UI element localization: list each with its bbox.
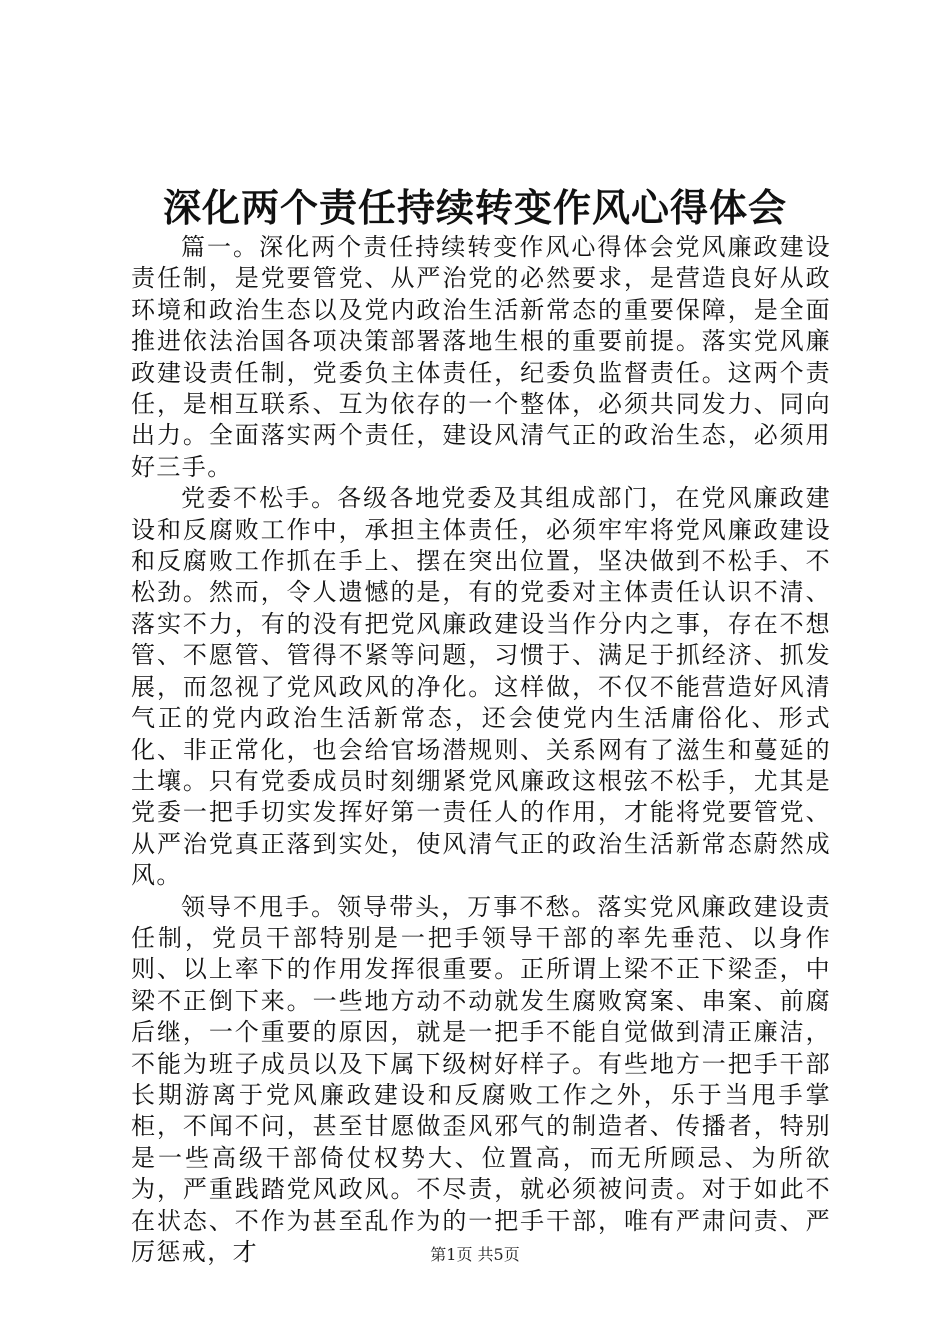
document-body [131, 232, 831, 1268]
paragraph-1: 篇一。深化两个责任持续转变作风心得体会党风廉政建设责任制，是党要管党、从严治党的必然要求，是营造良好从政环境和政治生态以及党内政治生活新常态的重要保障，是全面推进依法治国各项决策部署落地生根的重要前提。落实党风廉政建设责任制，党委负主体责任，纪委负监督责任。这两个责任，是相互联系、互为依存的一个整体，必须共同发力、同向出力。全面落实两个责任，建设风清气正的政治生态，必须用好三手。 [131, 233, 831, 481]
paragraph-2: 党委不松手。各级各地党委及其组成部门，在党风廉政建设和反腐败工作中，承担主体责任，必须牢牢将党风廉政建设和反腐败工作抓在手上、摆在突出位置，坚决做到不松手、不松劲。然而，令人遗憾的是，有的党委对主体责任认识不清、落实不力，有的没有把党风廉政建设当作分内之事，存在不想管、不愿管、管得不紧等问题，习惯于、满足于抓经济、抓发展，而忽视了党风政风的净化。这样做，不仅不能营造好风清气正的党内政治生活新常态，还会使党内生活庸俗化、形式化、非正常化，也会给官场潜规则、关系网有了滋生和蔓延的土壤。只有党委成员时刻绷紧党风廉政这根弦不松手，尤其是党委一把手切实发挥好第一责任人的作用，才能将党要管党、从严治党真正落到实处，使风清气正的政治生活新常态蔚然成风。 [131, 484, 831, 890]
page-number-footer: 第1页 共5页 [430, 1245, 520, 1264]
paragraph-3: 领导不甩手。领导带头，万事不愁。落实党风廉政建设责任制，党员干部特别是一把手领导干部的率先垂范、以身作则、以上率下的作用发挥很重要。正所谓上梁不正下梁歪，中梁不正倒下来。一些地方动不动就发生腐败窝案、串案、前腐后继，一个重要的原因，就是一把手不能自觉做到清正廉洁，不能为班子成员以及下属下级树好样子。有些地方一把手干部长期游离于党风廉政建设和反腐败工作之外，乐于当甩手掌柜，不闻不问，甚至甘愿做歪风邪气的制造者、传播者，特别是一些高级干部倚仗权势大、位置高，而无所顾忌、为所欲为，严重践踏党风政风。不尽责，就必须被问责。对于如此不在状态、不作为甚至乱作为的一把手干部，唯有严肃问责、严厉惩戒，才 [131, 892, 831, 1266]
document-title: 深化两个责任持续转变作风心得体会 [162, 185, 787, 230]
